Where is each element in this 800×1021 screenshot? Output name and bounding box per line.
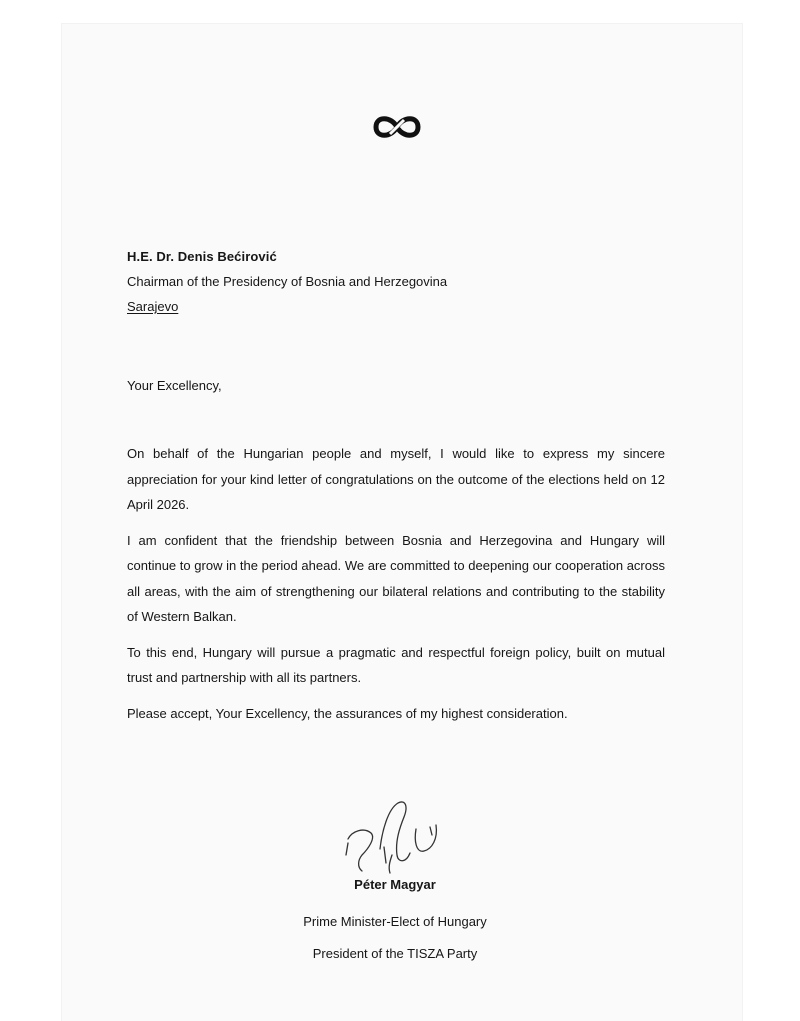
handwritten-signature-icon xyxy=(340,797,450,879)
closing-paragraph: Please accept, Your Excellency, the assurances of my highest consideration. xyxy=(127,705,568,721)
signer-title: Prime Minister-Elect of Hungary xyxy=(303,914,487,929)
body-paragraph: I am confident that the friendship between Bosnia and Herzegovina and Hungary will continue to grow in the period ahead. We are committed to deepening our cooperation across all areas, with the aim of strengthening our bilateral relations and contributing to the stability of Western Balkan. xyxy=(127,532,665,624)
infinity-knot-icon xyxy=(371,110,423,144)
recipient-title: Chairman of the Presidency of Bosnia and Herzegovina xyxy=(127,274,448,289)
recipient-city: Sarajevo xyxy=(127,299,179,314)
signer-name: Péter Magyar xyxy=(354,877,436,892)
recipient-name: H.E. Dr. Denis Bećirović xyxy=(127,249,277,264)
recipient-block xyxy=(127,244,447,319)
salutation: Your Excellency, xyxy=(127,378,222,393)
signer-party: President of the TISZA Party xyxy=(312,946,478,961)
letter-body xyxy=(127,441,665,736)
body-paragraph: To this end, Hungary will pursue a pragmatic and respectful foreign policy, built on mutual trust and partnership with all its partners. xyxy=(127,644,665,685)
body-paragraph: On behalf of the Hungarian people and myself, I would like to express my sincere appreciation for your kind letter of congratulations on the outcome of the elections held on 12 April 2026. xyxy=(127,446,665,512)
